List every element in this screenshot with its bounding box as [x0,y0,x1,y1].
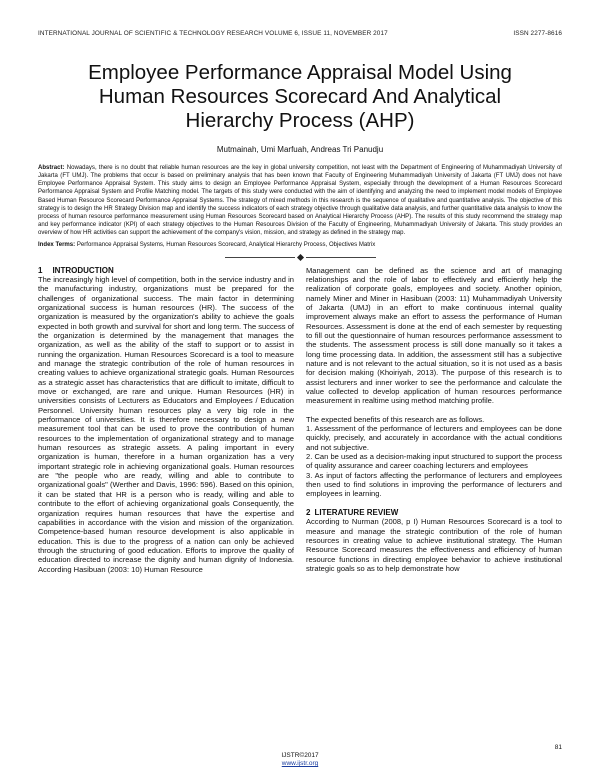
divider-line-right [306,257,376,258]
divider-line-left [225,257,295,258]
benefits-intro: The expected benefits of this research are as follows. [306,414,485,424]
introduction-paragraph: The increasingly high level of competition, both in the service industry and in the manufacturing industry, organizations must be prepared for the challenges of organizational success. The main factor in determining organizational success is human resources (HR). The success of the organization is measured by the organization's ability to achieve the goals expected in both growth and survival for short and long term. The success of the organization is determined by the management that manages the organization, as well as the ability of the staff to support or to assist in running the organization. Human Resources Scorecard is a tool to measure and manage the strategic contribution of the role of human resources in creating values to achieve organizational strategic goals. Human Resources as a strategic asset has characteristics that are difficult to imitate, difficult to move or exchanged, are rare and unique. Human Resources (HR) in universities consists of Lecturers as Educators and Employees / Education Personnel. University human resources play a very big role in the performance of universities. It is therefore necessary to design a new measurement tool that can be used to prove the contribution of human resources to the implementation of organizational strategy and to manage human resources as strategic assets. A paling important in every organization is human, therefore in a human organization has a very important strategic role in achieving organizational goals. Human resources are "the people who are ready, willing and able to contribute to organizational goals" (Werther and Davis, 1996: 596). Based on this opinion, it can be stated that HR is a person who is ready, willing and able to contribute to the effort of achieving organizational goals Consequently, the organization requires human resources that have the expertise and capabilities in accordance with the vision and mission of the organization. Competence-based human resource development is also applicable in education. This is due to the progress of a nation can only be achieved through the structuring of good education. Efforts to improve the quality of education directed to increase the dignity and human dignity of Indonesia. According Hasibuan (2003: 10) Human Resource [38,274,294,574]
issn: ISSN 2277-8616 [513,30,562,37]
running-header [38,30,562,37]
index-terms [38,241,562,249]
benefit-item-3: 3. As input of factors affecting the performance of lecturers and employees then used to find solutions in improving the performance of lecturers and employees in learning. [306,470,562,499]
left-column [38,266,294,574]
diamond-icon [296,254,303,261]
section-number: 1 [38,265,43,275]
section-number: 2 [306,507,311,517]
index-terms-label: Index Terms: [38,242,76,249]
copyright: IJSTR©2017 [281,752,319,759]
hrm-paragraph: Management can be defined as the science and art of managing relationships and the role of labor to effectively and efficiently help the realization of corporate goals, employees and society. Another opinion, namely Miner and Miner in Hasibuan (2003: 11) Muhammadiyah University of Jakarta (UMJ) in an effort to make continuous internal quality improvement always make an effort to assess the performance of Human Resources. Assessment is done at the end of each semester by requesting to fill out the questionnaire of human resources performance assessment to the students. The assessment process is still done manually so it takes a long time processing data. In addition, the assessment still has a subjective nature and is not relevant to the actual situation, so it is not used as a basis for decision making (Khoiriyah, 2013). The purpose of this research is to assist lecturers and inner worker to see the performance and calculate the value collected to develop application of human resources performance measurement in realtime using method matching profile. [306,265,562,406]
section-divider [38,255,562,260]
page-footer [0,752,600,768]
abstract-label: Abstract: [38,165,65,171]
section-heading-literature-review [306,508,562,517]
section-heading-introduction [38,266,294,275]
abstract-text: Nowadays, there is no doubt that reliable human resources are the key in global university competition, not least with the Department of Engineering of Muhammadiyah University of Jakarta (FT UMJ). The problems that occur is based on preliminary analysis that has been known that Faculty of Engineering Muhammadiyah University of Jakarta (FT UMJ) does not have Employee Performance Appraisal System. This study aims to design an Employee Performance Appraisal System, especially through the development of a Human Resources Scorecard Performance Appraisal System and Profile Matching model. The targets of this study were conducted with the aim of identifying and analyzing the need to implement model models of Employee Based Human Resource Scorecard Performance Appraisal Systems. The strategy of mixed methods in this research is the sequence of qualitative and quantitative analysis. The objective of this strategy is to design the HR Strategy Division map and identify the success indicators of each strategy objective through qualitative data analysis, and further quantitative data analysis to know the process of human resource performance measurement using Human Resources Scorecard based on Analytical Hierarchy Process (AHP). The results of this study recommend the strategy map and key performance indicator (KPI) of each strategy objectives to the Human Resources Division of the Faculty of Engineering, Muhammadiyah University of Jakarta. This study provides an overview of how HR activities can support the achievement of the company's vision, mission, and strategy as defined in the strategy map. [38,165,562,237]
right-column [306,266,562,574]
abstract [38,164,562,237]
section-title: LITERATURE REVIEW [314,507,399,517]
benefit-item-2: 2. Can be used as a decision-making input structured to support the process of quality assurance and career coaching lecturers and employees [306,452,562,471]
paper-title: Employee Performance Appraisal Model Using Human Resources Scorecard And Analytical Hierarchy Process (AHP) [88,61,512,132]
journal-name: INTERNATIONAL JOURNAL OF SCIENTIFIC & TECHNOLOGY RESEARCH VOLUME 6, ISSUE 11, NOVEMBER 2017 [38,30,388,37]
journal-url-link[interactable]: www.ijstr.org [281,760,319,767]
literature-paragraph: According to Nurman (2008, p I) Human Resources Scorecard is a tool to measure and manage the strategic contribution of the role of human resources in creating value to achieve institutional strategy. The Human Resource Scorecard measures the effectiveness and efficiency of human resource functions in directing employee behavior to achieve institutional strategic goals so as to help demonstrate how [306,517,562,573]
benefit-item-1: 1. Assessment of the performance of lecturers and employees can be done quickly, precisely, and accurately in accordance with the actual conditions and not subjective. [306,424,562,452]
page-number: 81 [554,744,562,751]
body-columns [38,266,562,574]
index-terms-text: Performance Appraisal Systems, Human Resources Scorecard, Analytical Hierarchy Process, Objectives Matrix [76,242,376,249]
authors: Mutmainah, Umi Marfuah, Andreas Tri Panudju [216,145,384,154]
section-title: INTRODUCTION [52,265,114,275]
